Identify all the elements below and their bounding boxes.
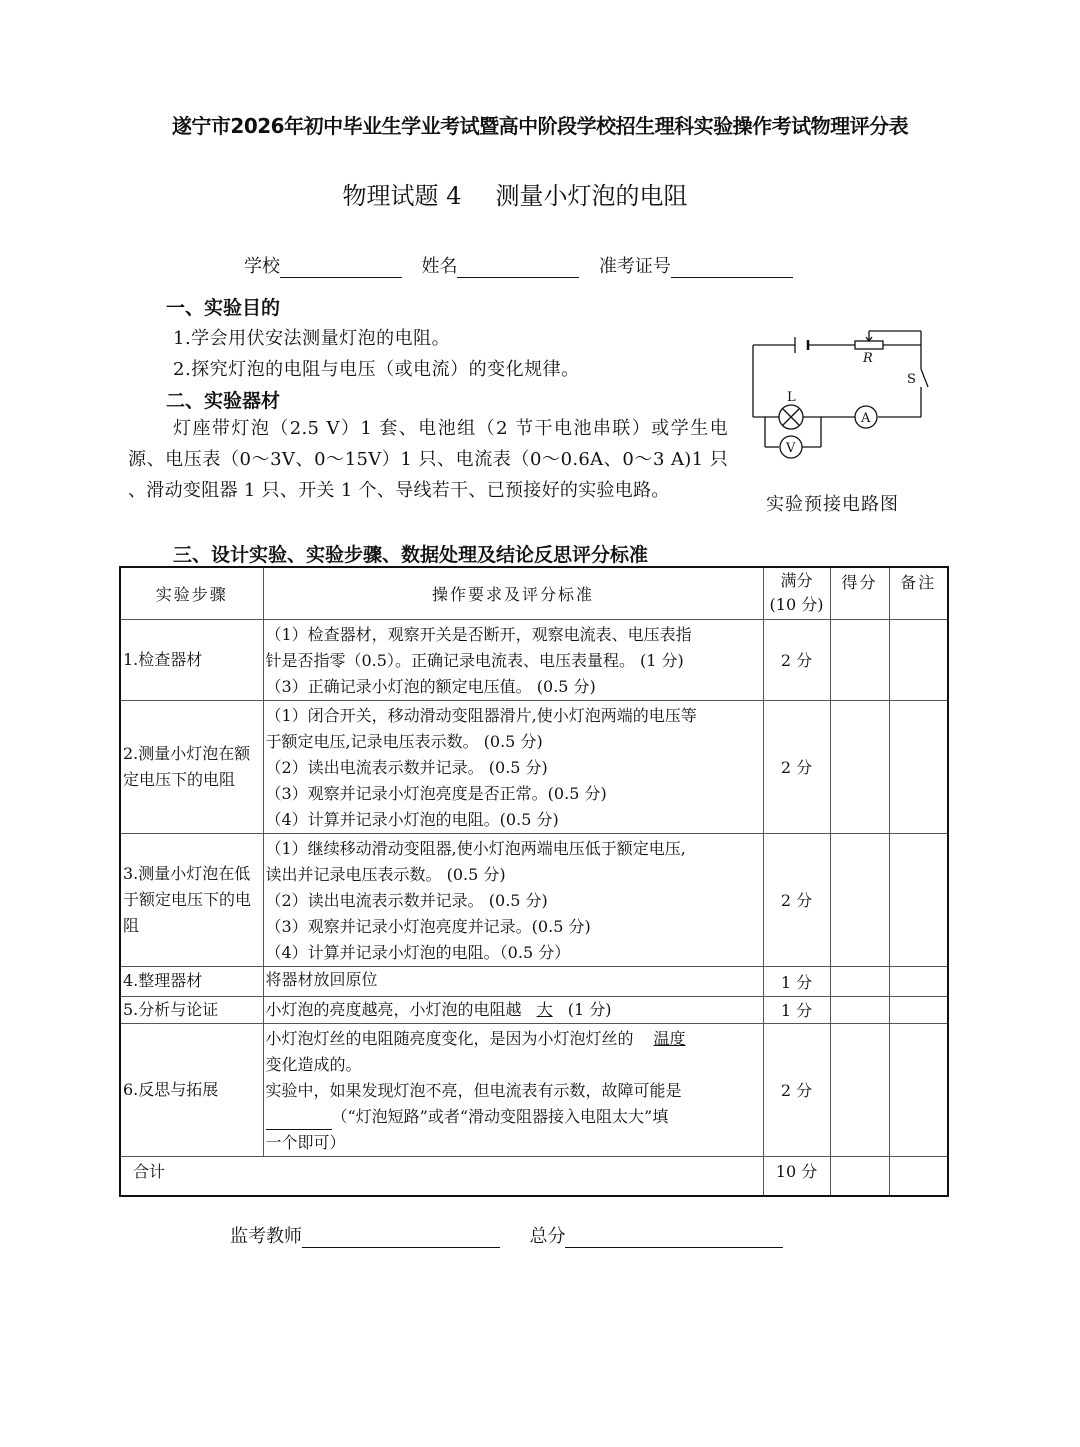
row-criteria bbox=[263, 619, 763, 700]
note-cell[interactable] bbox=[889, 700, 948, 833]
total-label: 合计 bbox=[120, 1156, 763, 1196]
criteria-line: 变化造成的。 bbox=[265, 1054, 362, 1074]
criteria-line: （3）正确记录小灯泡的额定电压值。 (0.5 分) bbox=[265, 676, 596, 696]
criteria-line bbox=[266, 1104, 763, 1130]
equipment-text: 灯座带灯泡（2.5 V）1 套、电池组（2 节干电池串联）或学生电源、电压表（0～3V、0～15V）1 只、电流表（0～0.6A、0～3 A)1 只 、滑动变阻器 1 只、开关 1 个、导线若干、已预接好的实验电路。 bbox=[128, 418, 728, 501]
score-cell[interactable] bbox=[830, 966, 889, 996]
proctor-label: 监考教师 bbox=[230, 1226, 302, 1247]
table-row bbox=[120, 700, 948, 833]
table-total-row bbox=[120, 1156, 948, 1196]
header-full-score-line2: (10 分) bbox=[769, 595, 824, 615]
subtitle-topic: 测量小灯泡的电阻 bbox=[495, 182, 688, 210]
criteria-line: （4）计算并记录小灯泡的电阻。（0.5 分） bbox=[265, 942, 571, 962]
row-step: 4.整理器材 bbox=[120, 966, 263, 996]
voltmeter-label: V bbox=[786, 441, 796, 456]
score-cell[interactable] bbox=[830, 833, 889, 966]
score-cell[interactable] bbox=[830, 700, 889, 833]
header-full-score bbox=[763, 567, 830, 619]
exam-id-label: 准考证号 bbox=[598, 256, 671, 277]
criteria-line: 读出并记录电压表示数。 (0.5 分) bbox=[265, 864, 506, 884]
row-criteria bbox=[263, 996, 763, 1023]
circuit-diagram bbox=[745, 325, 945, 465]
header-note: 备注 bbox=[889, 567, 948, 619]
table-row bbox=[120, 619, 948, 700]
school-label: 学校 bbox=[244, 256, 280, 277]
header-step: 实验步骤 bbox=[120, 567, 263, 619]
proctor-blank[interactable] bbox=[302, 1227, 500, 1248]
total-score-label: 总分 bbox=[529, 1226, 566, 1247]
criteria-line: （3）观察并记录小灯泡亮度是否正常。(0.5 分) bbox=[265, 783, 607, 803]
exam-id-blank[interactable] bbox=[671, 257, 793, 278]
table-row bbox=[120, 1023, 948, 1156]
rheostat-label: R bbox=[863, 351, 873, 366]
header-criteria: 操作要求及评分标准 bbox=[263, 567, 763, 619]
row-criteria bbox=[263, 700, 763, 833]
school-blank[interactable] bbox=[280, 257, 402, 278]
row-criteria bbox=[263, 1023, 763, 1156]
scoring-table bbox=[119, 566, 949, 1197]
page-title: 遂宁市2026年初中毕业生学业考试暨高中阶段学校招生理科实验操作考试物理评分表 bbox=[171, 114, 909, 138]
total-points: 10 分 bbox=[763, 1156, 830, 1196]
criteria-text: 小灯泡的亮度越亮，小灯泡的电阻越 bbox=[265, 999, 522, 1019]
criteria-text: 小灯泡灯丝的电阻随亮度变化，是因为小灯泡灯丝的 bbox=[265, 1028, 634, 1048]
name-blank[interactable] bbox=[457, 257, 579, 278]
criteria-line: （2）读出电流表示数并记录。 (0.5 分) bbox=[265, 890, 548, 910]
criteria-line: 针是否指零（0.5）。正确记录电流表、电压表量程。 (1 分) bbox=[265, 650, 684, 670]
note-cell[interactable] bbox=[889, 1023, 948, 1156]
row-step: 2.测量小灯泡在额定电压下的电阻 bbox=[120, 700, 263, 833]
row-step: 5.分析与论证 bbox=[120, 996, 263, 1023]
purpose-item-2: 2.探究灯泡的电阻与电压（或电流）的变化规律。 bbox=[173, 359, 580, 380]
criteria-line: （1）检查器材，观察开关是否断开，观察电流表、电压表指 bbox=[265, 624, 692, 644]
switch-label: S bbox=[907, 372, 916, 387]
purpose-item-1: 1.学会用伏安法测量灯泡的电阻。 bbox=[173, 328, 451, 349]
row-step: 3.测量小灯泡在低于额定电压下的电阻 bbox=[120, 833, 263, 966]
answer-blank: 温度 bbox=[653, 1028, 686, 1048]
score-cell[interactable] bbox=[830, 619, 889, 700]
note-cell[interactable] bbox=[889, 966, 948, 996]
exam-subtitle bbox=[0, 176, 1030, 211]
criteria-line: 于额定电压,记录电压表示数。 (0.5 分) bbox=[265, 731, 543, 751]
answer-blank: 大 bbox=[536, 999, 553, 1019]
fault-answer-blank[interactable] bbox=[266, 1111, 332, 1130]
row-points: 2 分 bbox=[763, 1023, 830, 1156]
score-cell[interactable] bbox=[830, 1023, 889, 1156]
total-note-cell[interactable] bbox=[889, 1156, 948, 1196]
table-row bbox=[120, 966, 948, 996]
criteria-line bbox=[266, 1026, 763, 1052]
row-points: 1 分 bbox=[763, 966, 830, 996]
row-criteria bbox=[263, 833, 763, 966]
total-score-cell[interactable] bbox=[830, 1156, 889, 1196]
signature-row bbox=[230, 1222, 783, 1248]
row-points: 2 分 bbox=[763, 700, 830, 833]
criteria-line: （1）继续移动滑动变阻器,使小灯泡两端电压低于额定电压, bbox=[265, 838, 686, 858]
scoring-heading: 三、设计实验、实验步骤、数据处理及结论反思评分标准 bbox=[173, 544, 649, 566]
header-full-score-line1: 满分 bbox=[780, 571, 813, 591]
criteria-text: （“灯泡短路”或者“滑动变阻器接入电阻太大”填 bbox=[331, 1106, 669, 1126]
table-row bbox=[120, 996, 948, 1023]
criteria-line: （3）观察并记录小灯泡亮度并记录。(0.5 分) bbox=[265, 916, 591, 936]
note-cell[interactable] bbox=[889, 996, 948, 1023]
row-step: 6.反思与拓展 bbox=[120, 1023, 263, 1156]
criteria-line: （1）闭合开关，移动滑动变阻器滑片,使小灯泡两端的电压等 bbox=[265, 705, 697, 725]
total-score-blank[interactable] bbox=[565, 1227, 783, 1248]
name-label: 姓名 bbox=[421, 256, 458, 277]
note-cell[interactable] bbox=[889, 619, 948, 700]
criteria-points: (1 分) bbox=[567, 999, 612, 1019]
lamp-label: L bbox=[787, 390, 796, 405]
criteria-line: 实验中，如果发现灯泡不亮，但电流表有示数，故障可能是 bbox=[265, 1080, 682, 1100]
row-step: 1.检查器材 bbox=[120, 619, 263, 700]
criteria-line: （2）读出电流表示数并记录。 (0.5 分) bbox=[265, 757, 548, 777]
criteria-line: 一个即可） bbox=[265, 1132, 346, 1152]
criteria-line: 将器材放回原位 bbox=[265, 969, 378, 989]
table-row bbox=[120, 833, 948, 966]
subtitle-number: 物理试题 4 bbox=[342, 182, 462, 210]
row-points: 1 分 bbox=[763, 996, 830, 1023]
score-cell[interactable] bbox=[830, 996, 889, 1023]
row-points: 2 分 bbox=[763, 619, 830, 700]
note-cell[interactable] bbox=[889, 833, 948, 966]
ammeter-label: A bbox=[861, 411, 871, 426]
header-score: 得分 bbox=[830, 567, 889, 619]
row-points: 2 分 bbox=[763, 833, 830, 966]
criteria-line: （4）计算并记录小灯泡的电阻。(0.5 分) bbox=[265, 809, 559, 829]
circuit-caption: 实验预接电路图 bbox=[766, 494, 899, 515]
equipment-heading: 二、实验器材 bbox=[166, 390, 281, 412]
student-info-row bbox=[244, 252, 793, 278]
purpose-heading: 一、实验目的 bbox=[166, 297, 281, 319]
table-header-row bbox=[120, 567, 948, 619]
row-criteria bbox=[263, 966, 763, 996]
